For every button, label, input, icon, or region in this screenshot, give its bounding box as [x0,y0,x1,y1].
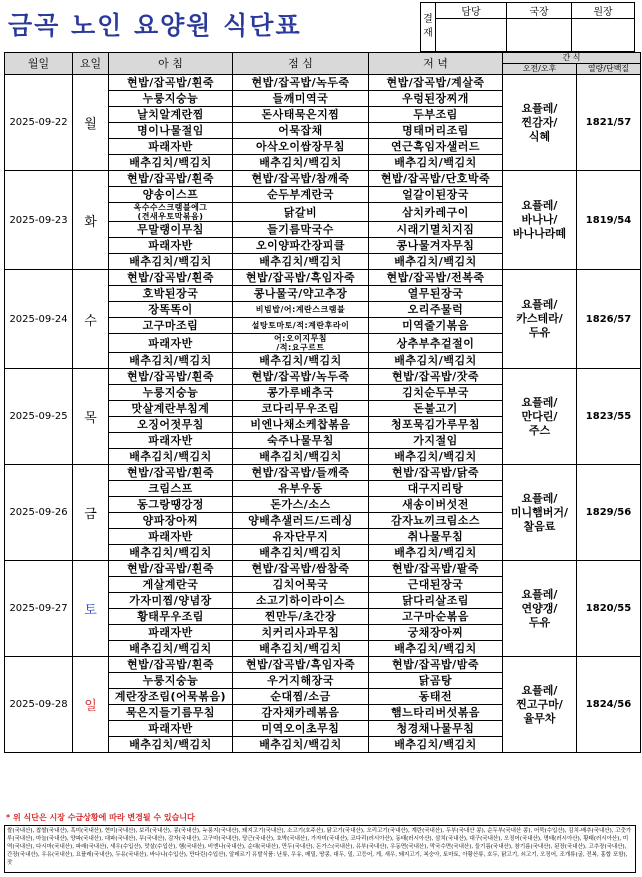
dinner-item: 배추김치/백김치 [369,155,503,171]
dinner-item: 현밥/잡곡밥/계살죽 [369,75,503,91]
snack-items: 요플레/ 찐고구마/ 율무차 [503,657,577,753]
menu-weekday: 일 [73,657,109,753]
approval-header-director: 국장 [507,3,572,19]
dinner-item: 현밥/잡곡밥/밤죽 [369,657,503,673]
breakfast-item: 배추김치/백김치 [109,449,233,465]
breakfast-item: 명이나물절임 [109,123,233,139]
breakfast-item: 양송이스프 [109,187,233,203]
notice-text: * 위 식단은 시장 수급상황에 따라 변경될 수 있습니다 [6,813,195,822]
dinner-item: 배추김치/백김치 [369,353,503,369]
lunch-item: 찐만두/초간장 [233,609,369,625]
dinner-item: 동태전 [369,689,503,705]
lunch-item: 감자채카레볶음 [233,705,369,721]
lunch-item: 양배추샐러드/드레싱 [233,513,369,529]
lunch-item: 어묵잡채 [233,123,369,139]
lunch-item: 현밥/잡곡밥/녹두죽 [233,75,369,91]
dinner-item: 청경채나물무침 [369,721,503,737]
breakfast-item: 파래자반 [109,433,233,449]
menu-weekday: 금 [73,465,109,561]
lunch-item: 우거지해장국 [233,673,369,689]
breakfast-item: 배추김치/백김치 [109,353,233,369]
menu-date: 2025-09-22 [5,75,73,171]
lunch-item: 들기름막국수 [233,222,369,238]
breakfast-item: 옥수수스크램블에그 (견새우토막볶음) [109,203,233,222]
header-calorie: 열량/단백질 [577,64,641,75]
lunch-item: 현밥/잡곡밥/흑임자죽 [233,270,369,286]
breakfast-item: 황태무우조림 [109,609,233,625]
dinner-item: 두부조림 [369,107,503,123]
menu-weekday: 화 [73,171,109,270]
menu-date: 2025-09-26 [5,465,73,561]
breakfast-item: 호박된장국 [109,286,233,302]
dinner-item: 콩나물겨자무침 [369,238,503,254]
lunch-item: 설탕토마토/적:계란후라이 [233,318,369,334]
menu-row [5,75,641,91]
breakfast-item: 배추김치/백김치 [109,641,233,657]
lunch-item: 배추김치/백김치 [233,737,369,753]
calorie-protein: 1824/56 [577,657,641,753]
lunch-item: 배추김치/백김치 [233,254,369,270]
menu-date: 2025-09-27 [5,561,73,657]
dinner-item: 근대된장국 [369,577,503,593]
breakfast-item: 누룽지숭늉 [109,385,233,401]
header-snack: 간 식 [503,53,641,64]
dinner-item: 김치순두부국 [369,385,503,401]
menu-row [5,171,641,187]
lunch-item: 현밥/잡곡밥/들깨죽 [233,465,369,481]
dinner-item: 연근흑임자샐러드 [369,139,503,155]
breakfast-item: 오징어젓무침 [109,417,233,433]
header-snack-time: 오전/오후 [503,64,577,75]
dinner-item: 청포묵김가루무침 [369,417,503,433]
lunch-item: 순대찜/소금 [233,689,369,705]
breakfast-item: 게살계란국 [109,577,233,593]
lunch-item: 배추김치/백김치 [233,155,369,171]
breakfast-item: 장똑똑이 [109,302,233,318]
header-lunch: 점 심 [233,53,369,75]
breakfast-item: 현밥/잡곡밥/흰죽 [109,270,233,286]
dinner-item: 현밥/잡곡밥/팥죽 [369,561,503,577]
lunch-item: 현밥/잡곡밥/흑임자죽 [233,657,369,673]
approval-sign-chief[interactable] [572,19,635,52]
menu-date: 2025-09-24 [5,270,73,369]
dinner-item: 배추김치/백김치 [369,449,503,465]
snack-items: 요플레/ 카스테라/ 두유 [503,270,577,369]
dinner-item: 가지절임 [369,433,503,449]
menu-row [5,561,641,577]
dinner-item: 새송이버섯전 [369,497,503,513]
calorie-protein: 1821/57 [577,75,641,171]
dinner-item: 궁채장아찌 [369,625,503,641]
header-breakfast: 아 침 [109,53,233,75]
menu-date: 2025-09-28 [5,657,73,753]
lunch-item: 배추김치/백김치 [233,449,369,465]
calorie-protein: 1819/54 [577,171,641,270]
breakfast-item: 배추김치/백김치 [109,737,233,753]
dinner-item: 닭다리살조림 [369,593,503,609]
lunch-item: 어:오이지무침 /적:요구르트 [233,334,369,353]
dinner-item: 우렁된장찌개 [369,91,503,107]
breakfast-item: 파래자반 [109,334,233,353]
dinner-item: 현밥/잡곡밥/전복죽 [369,270,503,286]
lunch-item: 유자단무지 [233,529,369,545]
dinner-item: 현밥/잡곡밥/잣죽 [369,369,503,385]
calorie-protein: 1826/57 [577,270,641,369]
dinner-item: 대구지리탕 [369,481,503,497]
breakfast-item: 누룽지숭늉 [109,673,233,689]
dinner-item: 현밥/잡곡밥/닭죽 [369,465,503,481]
lunch-item: 비엔나채소케찹볶음 [233,417,369,433]
breakfast-item: 현밥/잡곡밥/흰죽 [109,171,233,187]
breakfast-item: 무말랭이무침 [109,222,233,238]
header-day: 요일 [73,53,109,75]
menu-row [5,657,641,673]
lunch-item: 미역오이초무침 [233,721,369,737]
dinner-item: 고구마순볶음 [369,609,503,625]
header-date: 월일 [5,53,73,75]
breakfast-item: 파래자반 [109,139,233,155]
lunch-item: 치커리사과무침 [233,625,369,641]
snack-items: 요플레/ 찐감자/ 식혜 [503,75,577,171]
lunch-item: 콩가루배추국 [233,385,369,401]
menu-weekday: 토 [73,561,109,657]
dinner-item: 배추김치/백김치 [369,254,503,270]
menu-date: 2025-09-25 [5,369,73,465]
breakfast-item: 현밥/잡곡밥/흰죽 [109,657,233,673]
origin-allergy-info: 쌀(국내산), 찹쌀(국내산), 흑미(국내산), 현미(국내산), 보리(국내산), 콩(국내산), 누룽지(국내산), 돼지고기(국내산), 소고기(호주산), 닭고기(국내산), 오리고기(국내산), 계란(국내산), 두부(국내산 콩), 순두부(국내산 콩), 어묵(수입산), 김치-배추(국내산), 고춧가루(국내산), 마늘(국내산), 양파(국내산), 대파(국내산), 무(국내산), 감자(국내산), 고구마(국내산), 당근(국내산), 호박(국내산), 가자미(국내산), 코다리(러시아산), 동태(러시아산), 삼치(국내산), 대구(국내산), 오징어(국내산), 명태(러시아산), 황태(러시아산), 미역(국내산), 다시마(국내산), 파래(국내산), 새우(수입산), 맛살(수입산), 햄(국내산), 비엔나(국내산), 순대(국내산), 만두(국내산), 돈가스(국내산), 유부(국내산), 우동면(국내산), 막국수면(국내산), 들기름(국내산), 참기름(국내산), 된장(국내산), 고추장(국내산), 간장(국내산), 우유(국내산), 요플레(국내산), 두유(국내산), 바나나(수입산), 만다린(수입산), 알레르기 유발식품: 난류, 우유, 메밀, 땅콩, 대두, 밀, 고등어, 게, 새우, 돼지고기, 복숭아, 토마토, 아황산류, 호두, 닭고기, 쇠고기, 오징어, 조개류(굴, 전복, 홍합 포함), 잣 [4,825,636,873]
breakfast-item: 맛살계란부침계 [109,401,233,417]
dinner-item: 닭곰탕 [369,673,503,689]
calorie-protein: 1820/55 [577,561,641,657]
menu-weekday: 월 [73,75,109,171]
approval-header-staff: 담당 [436,3,507,19]
lunch-item: 소고기하이라이스 [233,593,369,609]
breakfast-item: 배추김치/백김치 [109,254,233,270]
lunch-item: 현밥/잡곡밥/참깨죽 [233,171,369,187]
breakfast-item: 묵은지들기름무침 [109,705,233,721]
breakfast-item: 계란장조림(어묵볶음) [109,689,233,705]
breakfast-item: 파래자반 [109,625,233,641]
snack-items: 요플레/ 만다린/ 주스 [503,369,577,465]
menu-row [5,465,641,481]
dinner-item: 배추김치/백김치 [369,545,503,561]
breakfast-item: 크림스프 [109,481,233,497]
lunch-item: 돈가스/소스 [233,497,369,513]
menu-weekday: 목 [73,369,109,465]
dinner-item: 삼치카레구이 [369,203,503,222]
breakfast-item: 배추김치/백김치 [109,545,233,561]
dinner-item: 배추김치/백김치 [369,641,503,657]
dinner-item: 오리주물럭 [369,302,503,318]
dinner-item: 돈불고기 [369,401,503,417]
lunch-item: 현밥/잡곡밥/쌈참죽 [233,561,369,577]
snack-items: 요플레/ 연양갱/ 두유 [503,561,577,657]
dinner-item: 햄느타리버섯볶음 [369,705,503,721]
menu-date: 2025-09-23 [5,171,73,270]
menu-row [5,270,641,286]
dinner-item: 얼갈이된장국 [369,187,503,203]
lunch-item: 현밥/잡곡밥/녹두죽 [233,369,369,385]
breakfast-item: 날치알계란찜 [109,107,233,123]
dinner-item: 감자뇨끼크림소스 [369,513,503,529]
breakfast-item: 동그랑땡강정 [109,497,233,513]
lunch-item: 배추김치/백김치 [233,641,369,657]
dinner-item: 배추김치/백김치 [369,737,503,753]
dinner-item: 상추부추겉절이 [369,334,503,353]
approval-header-chief: 원장 [572,3,635,19]
lunch-item: 비빔밥/어:계란스크램블 [233,302,369,318]
dinner-item: 시래기멸치지짐 [369,222,503,238]
lunch-item: 돈사태묵은지찜 [233,107,369,123]
breakfast-item: 현밥/잡곡밥/흰죽 [109,75,233,91]
breakfast-item: 현밥/잡곡밥/흰죽 [109,465,233,481]
breakfast-item: 고구마조림 [109,318,233,334]
lunch-item: 순두부계란국 [233,187,369,203]
breakfast-item: 파래자반 [109,721,233,737]
lunch-item: 아삭오이쌈장무침 [233,139,369,155]
breakfast-item: 현밥/잡곡밥/흰죽 [109,561,233,577]
lunch-item: 오이양파간장피클 [233,238,369,254]
lunch-item: 닭갈비 [233,203,369,222]
lunch-item: 숙주나물무침 [233,433,369,449]
breakfast-item: 파래자반 [109,238,233,254]
page-title: 금곡 노인 요양원 식단표 [8,11,302,40]
lunch-item: 김치어묵국 [233,577,369,593]
approval-side-label: 결 재 [421,3,436,52]
header-dinner: 저 녁 [369,53,503,75]
lunch-item: 배추김치/백김치 [233,545,369,561]
calorie-protein: 1829/56 [577,465,641,561]
lunch-item: 유부우동 [233,481,369,497]
dinner-item: 현밥/잡곡밥/단호박죽 [369,171,503,187]
menu-weekday: 수 [73,270,109,369]
approval-sign-staff[interactable] [436,19,507,52]
lunch-item: 배추김치/백김치 [233,353,369,369]
dinner-item: 취나물무침 [369,529,503,545]
menu-table [4,52,641,753]
breakfast-item: 가자미찜/양념장 [109,593,233,609]
snack-items: 요플레/ 바나나/ 바나나라떼 [503,171,577,270]
breakfast-item: 현밥/잡곡밥/흰죽 [109,369,233,385]
dinner-item: 명태머리조림 [369,123,503,139]
approval-sign-director[interactable] [507,19,572,52]
breakfast-item: 양파장아찌 [109,513,233,529]
calorie-protein: 1823/55 [577,369,641,465]
breakfast-item: 배추김치/백김치 [109,155,233,171]
lunch-item: 콩나물국/약고추장 [233,286,369,302]
snack-items: 요플레/ 미니햄버거/ 찰음료 [503,465,577,561]
menu-row [5,369,641,385]
lunch-item: 코다리무우조림 [233,401,369,417]
dinner-item: 열무된장국 [369,286,503,302]
lunch-item: 들깨미역국 [233,91,369,107]
dinner-item: 미역줄기볶음 [369,318,503,334]
approval-box [420,2,635,52]
breakfast-item: 파래자반 [109,529,233,545]
breakfast-item: 누룽지숭늉 [109,91,233,107]
